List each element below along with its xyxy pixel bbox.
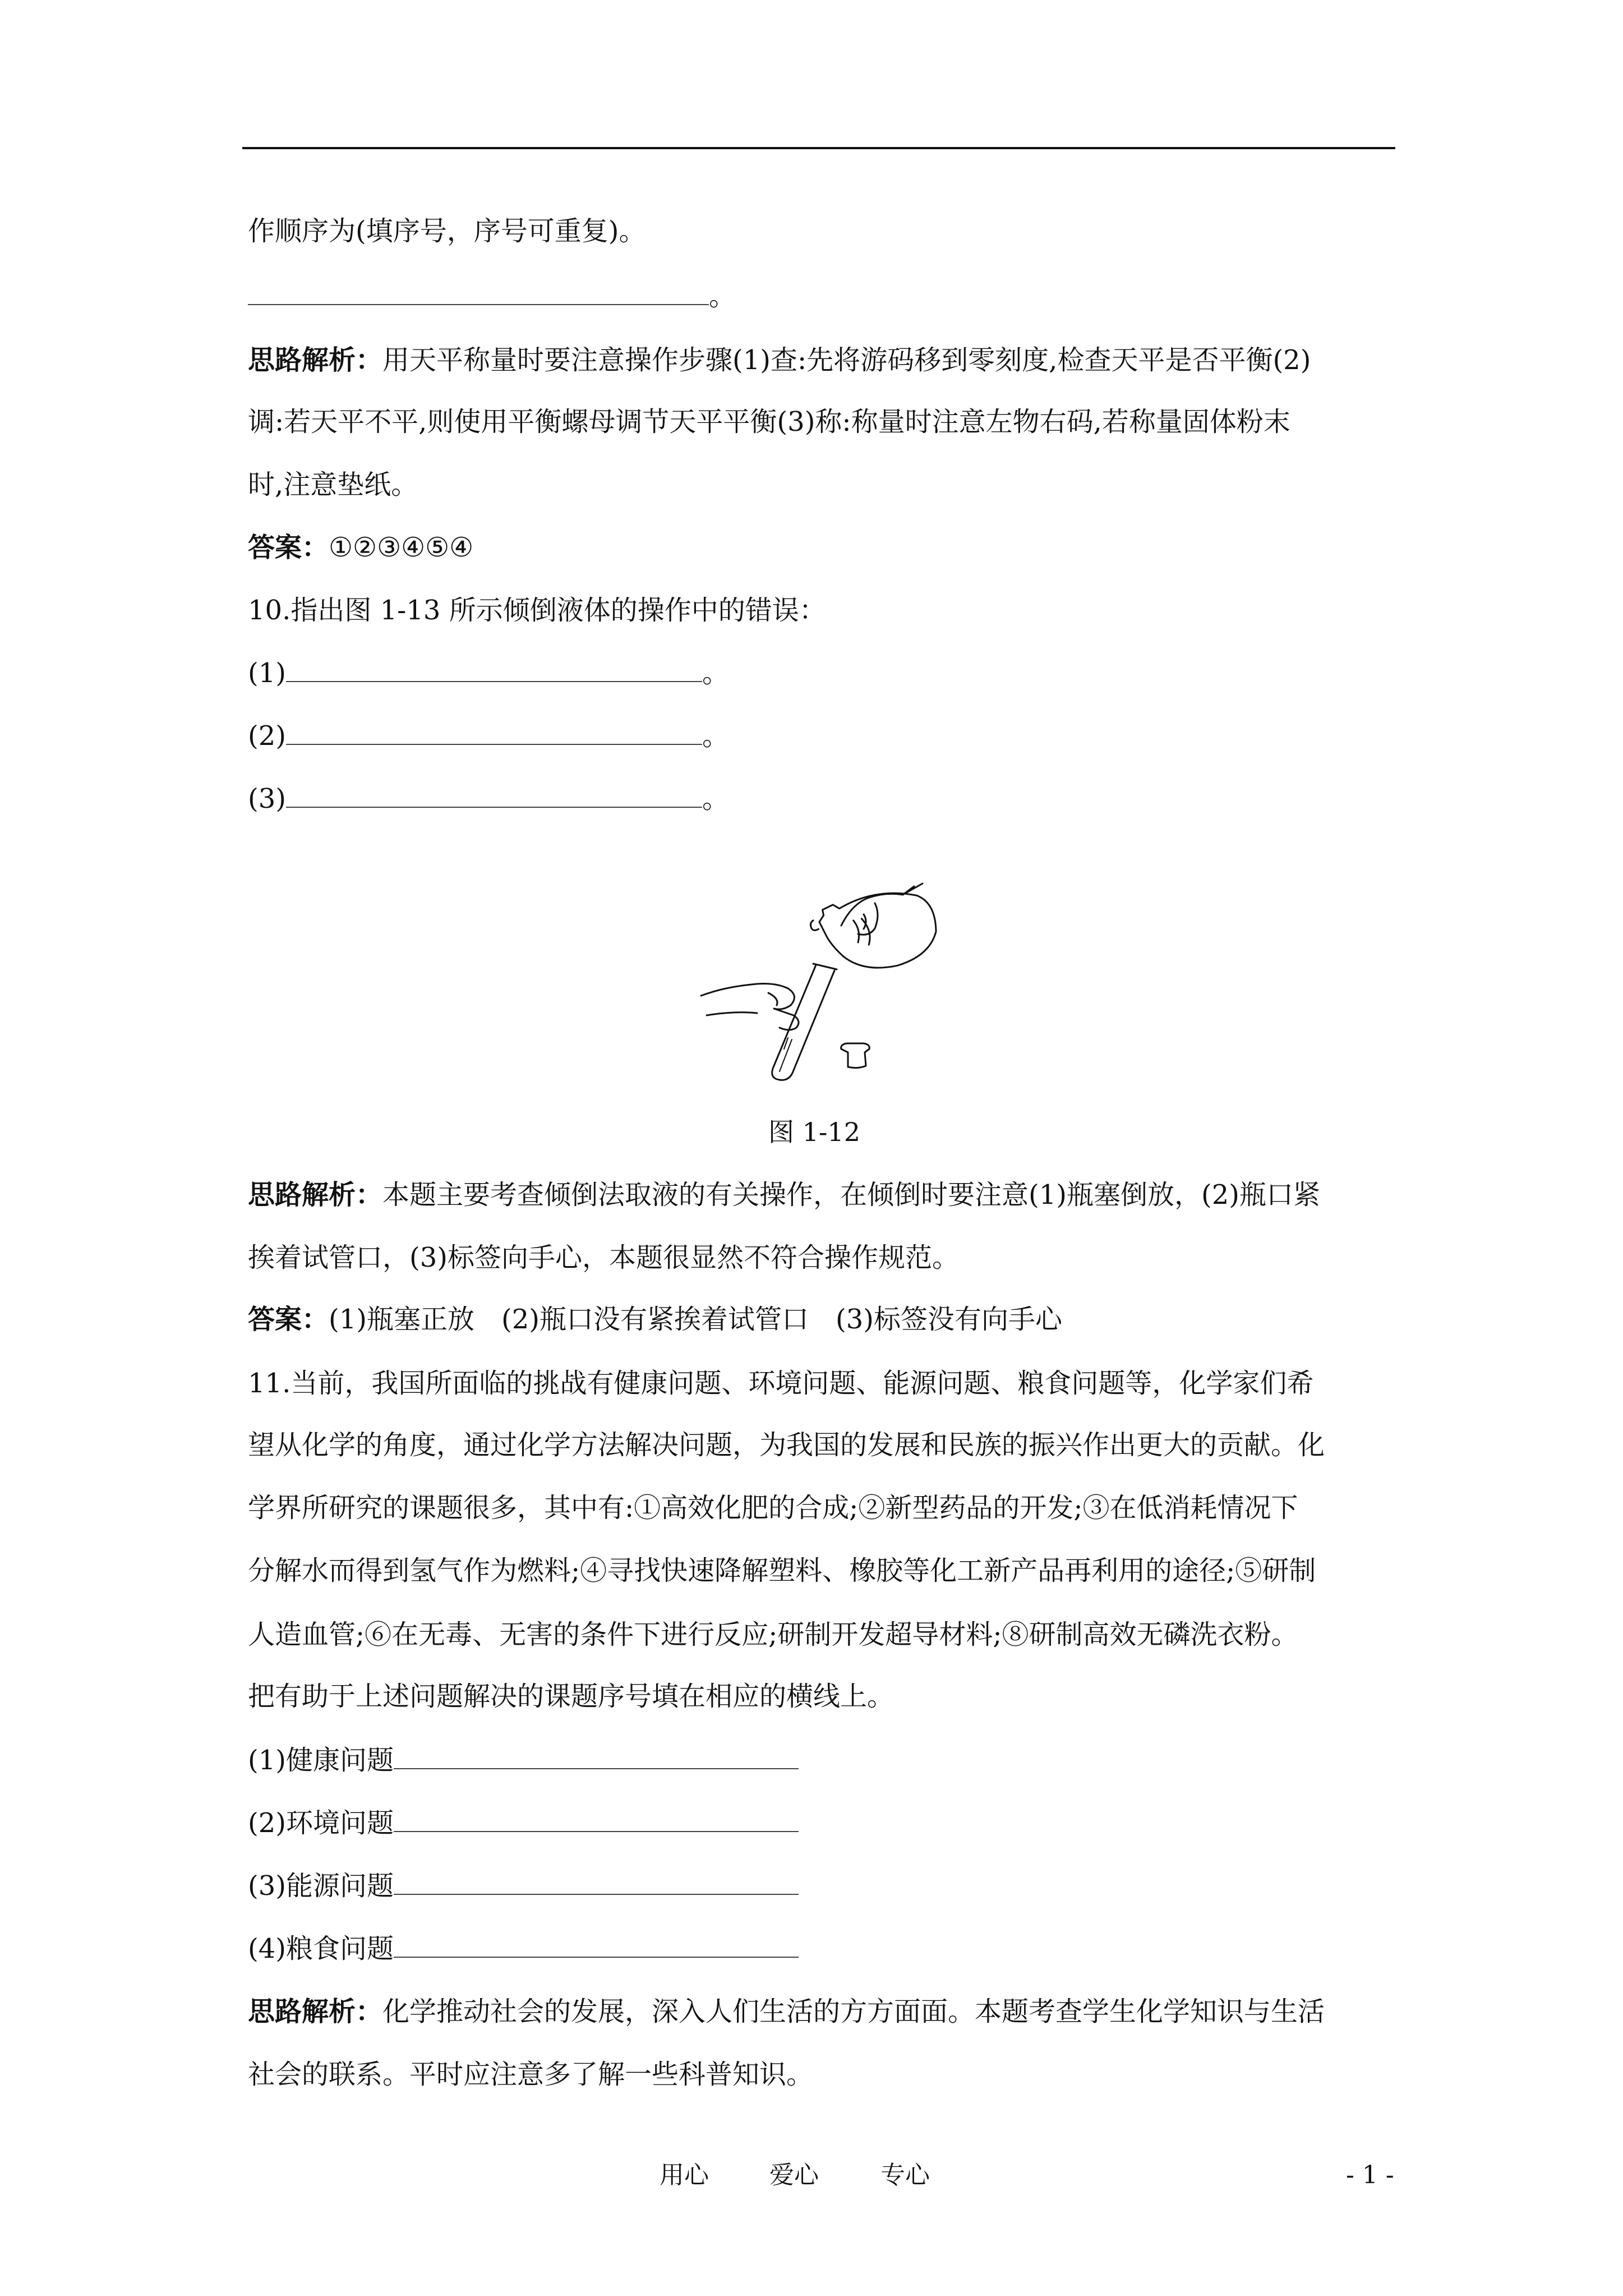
question-text: 分解水而得到氢气作为燃料;④寻找快速降解塑料、橡胶等化工新产品再利用的途径;⑤研制 <box>248 1555 1316 1586</box>
bottle-stopper <box>841 1043 870 1068</box>
answer-blank-line: (3)能源问题 <box>248 1869 799 1903</box>
answer-blank[interactable] <box>394 1806 799 1832</box>
answer-blank-line: (1)健康问题 <box>248 1743 799 1777</box>
analysis-paragraph: 思路解析：用天平称量时要注意操作步骤(1)查:先将游码移到零刻度,检查天平是否平衡(2) <box>248 344 1311 376</box>
analysis-paragraph: 思路解析：化学推动社会的发展，深入人们生活的方方面面。本题考查学生化学知识与生活 <box>248 1996 1325 2027</box>
answer-blank[interactable] <box>248 279 709 305</box>
question-text: 望从化学的角度，通过化学方法解决问题，为我国的发展和民族的振兴作出更大的贡献。化 <box>248 1429 1325 1461</box>
answer-blank[interactable] <box>286 656 702 682</box>
answer-blank[interactable] <box>394 1869 799 1895</box>
figure-caption: 图 1-12 <box>768 1117 860 1147</box>
footer-left: 用心 <box>660 2161 709 2189</box>
question-text: 学界所研究的课题很多，其中有:①高效化肥的合成;②新型药品的开发;③在低消耗情况下 <box>248 1492 1298 1524</box>
answer-blank-line: (2)环境问题 <box>248 1806 799 1840</box>
analysis-text: 社会的联系。平时应注意多了解一些科普知识。 <box>248 2059 814 2090</box>
answer-blank-line: (4)粮食问题 <box>248 1932 799 1966</box>
answer-blank-line: (1) 。 <box>248 657 730 689</box>
footer-right: 专心 <box>880 2161 930 2189</box>
question-text: 人造血管;⑥在无毒、无害的条件下进行反应;研制开发超导材料;⑧研制高效无磷洗衣粉。 <box>248 1619 1298 1650</box>
answer-blank[interactable] <box>286 719 702 745</box>
analysis-text: 调:若天平不平,则使用平衡螺母调节天平平衡(3)称:称量时注意左物右码,若称量固体粉末 <box>248 406 1290 438</box>
analysis-text: 挨着试管口，(3)标签向手心，本题很显然不符合操作规范。 <box>248 1242 959 1273</box>
page-number: - 1 - <box>1346 2161 1394 2189</box>
answer-blank-line: (2) 。 <box>248 720 730 752</box>
answer-line: 答案：(1)瓶塞正放 (2)瓶口没有紧挨着试管口 (3)标签没有向手心 <box>248 1304 1062 1335</box>
analysis-text: 时,注意垫纸。 <box>248 469 418 500</box>
question-11: 11.当前，我国所面临的挑战有健康问题、环境问题、能源问题、粮食问题等，化学家们希 <box>248 1368 1314 1399</box>
question-text: 作顺序为(填序号，序号可重复)。 <box>248 215 646 247</box>
answer-line: 答案：①②③④⑤④ <box>248 532 474 563</box>
answer-blank[interactable] <box>286 782 702 808</box>
right-hand <box>841 884 923 935</box>
footer-middle: 爱心 <box>769 2161 819 2189</box>
test-tube <box>772 964 837 1080</box>
answer-blank-line: (3) 。 <box>248 783 730 815</box>
header-rule <box>242 147 1395 149</box>
question-text: 把有助于上述问题解决的课题序号填在相应的横线上。 <box>248 1681 895 1712</box>
left-hand <box>701 984 799 1030</box>
pouring-liquid-figure <box>690 881 953 1083</box>
question-10: 10.指出图 1-13 所示倾倒液体的操作中的错误： <box>248 595 826 626</box>
answer-blank[interactable] <box>394 1932 799 1958</box>
analysis-paragraph: 思路解析：本题主要考查倾倒法取液的有关操作，在倾倒时要注意(1)瓶塞倒放，(2)瓶口紧 <box>248 1179 1321 1211</box>
answer-blank-line: 。 <box>248 279 736 313</box>
answer-blank[interactable] <box>394 1743 799 1769</box>
